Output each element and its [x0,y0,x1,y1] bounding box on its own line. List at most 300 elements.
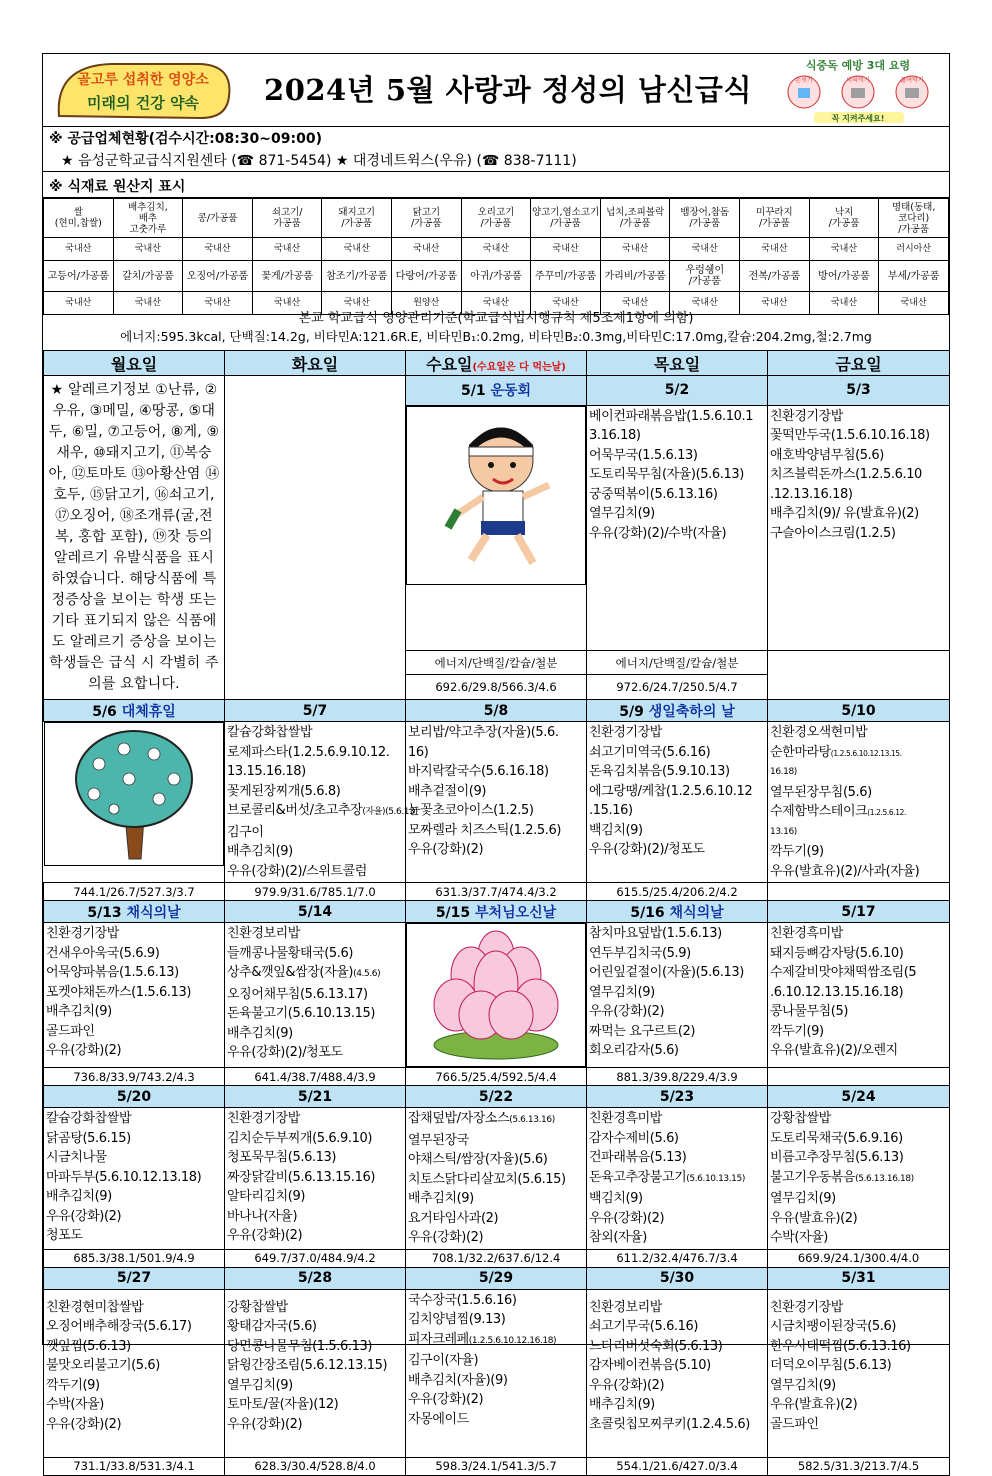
nutrient-values: 628.3/30.4/528.8/4.0 [225,1457,406,1475]
menu-item: 불맛오리불고기(5.6) [46,1358,160,1373]
allergen-suffix: (자율)(5.6.13) [362,807,418,817]
menu-item: 수박(자율) [770,1230,828,1245]
menu-item: 황태감자국(5.6) [227,1319,317,1334]
menu-item: 우유(발효유)(2) [770,1210,858,1226]
date-cell: 5/14 [225,901,406,923]
menu-item: 느타리버섯숙회(5.6.13) [589,1338,723,1354]
nutrient-values: 736.8/33.9/743.2/4.3 [44,1068,225,1086]
menu-item: 구슬아이스크림(1.2.5) [770,525,896,541]
menu-list [589,407,765,544]
menu-item: 16) [408,744,429,760]
origin-cell: 국내산 [670,292,740,315]
date-cell: 5/1 운동회 [406,376,587,406]
origin-cell: 국내산 [809,238,879,261]
origin-cell: 국내산 [183,238,253,261]
menu-item: 수박(자율) [46,1397,104,1412]
supplier-line: ★ 음성군학교급식지원센타 (☎ 871-5454) ★ 대경네트윅스(우유) (☎ 838-7111) [61,153,577,169]
origin-cell: 국내산 [461,292,531,315]
origin-cell: 국내산 [113,292,183,315]
menu-item: 시금치팽이된장국(5.6) [770,1319,897,1334]
menu-item: 짜먹는 요구르트(2) [589,1023,696,1039]
menu-item: 우유(강화)(2) [227,1416,303,1432]
menu-item: 우유(강화)(2)/청포도 [227,1045,343,1060]
origin-cell: 넙치,조피볼락 /가공품 [600,199,670,238]
menu-item: 우유(강화)(2) [589,1004,665,1019]
menu-list [46,1109,222,1246]
menu-item: 시금치나물 [46,1150,107,1165]
origin-cell: 꽃게/가공품 [252,261,322,292]
nutrition-line2: 에너지:595.3kcal, 단백질:14.2g, 비타민A:121.6R.E, 비타민B₁:0.2mg, 비타민B₂:0.3mg,비타민C:17.0mg,칼슘:204.2mg,철:2.7mg [120,329,872,344]
origin-cell: 돼지고기 /가공품 [322,199,392,238]
date-cell: 5/20 [44,1086,225,1108]
menu-item: 어린잎겉절이(자율)(5.6.13) [589,965,744,980]
menu-item: .12.13.16.18) [770,486,853,502]
menu-item: 국수장국(1.5.6.16) [408,1292,517,1308]
nutrient-values: 582.5/31.3/213.7/4.5 [768,1457,950,1475]
wed-note: (수요일은 다 먹는날) [472,361,566,373]
menu-item: 눈꽃초코아이스(1.2.5) [408,803,534,818]
menu-list [227,924,403,1063]
origin-cell: 국내산 [322,292,392,315]
menu-item: 김치양념찜(9.13) [408,1312,506,1327]
origin-cell: 국내산 [531,238,601,261]
origin-cell: 배추김치, 배추 고춧가루 [113,199,183,238]
menu-item: 깻잎찜(5.6.13) [46,1338,131,1354]
date-cell: 5/16 채식의날 [587,901,768,923]
menu-cell-5-14 [225,923,406,1068]
origin-cell: 다랑어/가공품 [392,261,462,292]
date-cell: 5/28 [225,1267,406,1289]
menu-item: 상추&깻잎&쌈장(자율)(4.5.6) [227,965,381,980]
nutrient-values: 554.1/21.6/427.0/3.4 [587,1457,768,1475]
menu-cell-5-20 [44,1108,225,1250]
origin-cell: 국내산 [600,292,670,315]
allergen-suffix: (4.5.6) [353,969,381,979]
menu-list [408,723,584,860]
menu-item: 궁중떡볶이(5.6.13.16) [589,486,718,502]
menu-cell-5-16 [587,923,768,1068]
menu-item: 3.16.18) [589,428,641,444]
week4-nutrients [44,1249,950,1267]
nutrient-values: 692.6/29.8/566.3/4.6 [406,675,587,700]
menu-item: 김구이(자율) [408,1353,479,1368]
origin-cell: 우렁쉥이 /가공품 [670,261,740,292]
menu-item: 배추김치(9) [46,1004,112,1019]
date-cell: 5/9 생일축하의 날 [587,700,768,722]
menu-item: 닭윙간장조림(5.6.12.13.15) [227,1358,388,1373]
holiday-illustration [44,722,225,866]
menu-item: 우유(강화)(2) [227,1228,303,1243]
menu-item: 연두부김치국(5.9) [589,945,691,961]
menu-item: 우유(강화)(2) [408,1392,484,1407]
menu-item: 쇠고기미역국(5.6.16) [589,744,711,760]
origin-cell: 국내산 [392,238,462,261]
origin-cell: 원양산 [392,292,462,315]
menu-sheet [42,53,950,1473]
menu-item: 친환경기장밥 [589,725,662,740]
menu-cell-5-7 [225,722,418,883]
menu-item: 모짜렐라 치즈스틱(1.2.5.6) [408,822,562,838]
origin-cell: 국내산 [113,238,183,261]
nutrient-values: 731.1/33.8/531.3/4.1 [44,1457,225,1475]
menu-item: 친환경오색현미밥 [770,725,868,740]
nutrient-label: 에너지/단백질/칼슘/철분 [406,650,587,675]
menu-item: 보리밥/약고추장(자율)(5.6. [408,725,559,740]
menu-item: 바지락칼국수(5.6.16.18) [408,764,549,779]
week3-dates [44,901,950,923]
origin-cell: 주꾸미/가공품 [531,261,601,292]
origin-cell: 미꾸라지 /가공품 [740,199,810,238]
origin-cell: 가리비/가공품 [600,261,670,292]
menu-list [770,407,947,544]
origin-cell: 방어/가공품 [809,261,879,292]
menu-cell-5-27 [44,1289,225,1457]
date-cell: 5/10 [768,700,950,722]
menu-item: 꽃게된장찌개(5.6.8) [227,783,341,799]
day-mon: 월요일 [44,351,225,376]
menu-item: 우유(강화)(2) [589,1377,665,1393]
menu-list [408,1109,584,1248]
menu-list [770,723,947,881]
menu-item: 우유(강화)(2) [408,1230,484,1245]
menu-item: 친환경현미찹쌀밥 [46,1299,144,1315]
menu-item: 친환경흑미밥 [770,926,843,941]
date-cell: 5/27 [44,1267,225,1289]
menu-item: 배추김치(9) [227,1025,293,1041]
date-cell: 5/6 대체휴일 [44,700,225,722]
day-fri: 금요일 [768,351,950,376]
allergy-notice: ★ 알레르기정보 ①난류, ②우유, ③메밀, ④땅콩, ⑤대두, ⑥밀, ⑦고등어, ⑧게, ⑨새우, ⑩돼지고기, ⑪복숭아, ⑫토마토 ⑬아황산염 ⑭호두, ⑮닭고기, ⑯쇠고기, ⑰오징어, ⑱조개류(굴,전복, 홍합 포함), ⑲잣 등의 알레르기 유발식품을 표시하였습니다. 해당식품에 특정증상을 보이는 학생 또는 기타 표기되지 않은 식품에도 알레르기 증상을 보이는 학생들은 급식 시 각별히 주의를 요합니다. [44,376,225,700]
menu-list [589,1298,765,1435]
menu-item: 포켓야채돈까스(1.5.6.13) [46,984,192,1000]
menu-item: 비름고추장무침(5.6.13) [770,1150,904,1165]
origin-row-origins-1 [44,238,949,261]
origin-cell: 쇠고기/ 가공품 [252,199,322,238]
allergen-suffix: (1.2.5.6.12. [867,808,906,817]
nutrient-values: 972.6/24.7/250.5/4.7 [587,675,768,700]
week2-nutrients [44,883,950,901]
menu-list [770,1109,947,1248]
menu-item: 우유(발효유)(2) [770,1397,858,1412]
menu-list [589,924,765,1061]
menu-item: 배추김치(9) [408,1191,474,1206]
origin-cell: 쌀 (현미,찹쌀) [44,199,114,238]
origin-cell: 뱀장어,참돔 /가공품 [670,199,740,238]
menu-item: 쇠고기무국(5.6.16) [589,1319,699,1334]
menu-item: 열무된장국 [408,1132,469,1148]
supplier-section [43,126,949,172]
menu-item: 닭곰탕(5.6.15) [46,1130,131,1146]
menu-cell-5-24 [768,1108,950,1250]
menu-item: 김치순두부찌개(5.6.9.10) [227,1130,373,1146]
menu-item: 건새우아욱국(5.6.9) [46,945,160,961]
allergen-suffix: (5.6.10.13.15) [686,1173,745,1184]
menu-item: 건파래볶음(5.13) [589,1150,687,1165]
origin-cell: 아귀/가공품 [461,261,531,292]
week1-dates [44,376,950,406]
header [43,54,949,127]
menu-calendar [43,350,950,1476]
food-safety-badge [776,56,941,124]
nutrient-values: 615.5/25.4/206.2/4.2 [587,883,768,901]
menu-item: 16.18) [770,767,797,777]
menu-item: 우유(강화)(2)/청포도 [589,842,705,857]
svg-text:꼭 지켜주세요!: 꼭 지켜주세요! [831,114,885,123]
week5-menus [44,1289,950,1457]
menu-item: 열무김치(9) [589,984,655,1000]
menu-list [589,1109,765,1248]
menu-cell-5-3 [768,405,950,650]
menu-list [227,723,418,881]
menu-item: 도토리묵채국(5.6.9.16) [770,1130,903,1146]
date-cell: 5/17 [768,901,950,923]
menu-item: 초콜릿칩모찌쿠키(1.2.4.5.6) [589,1416,750,1432]
menu-item: 백김치(9) [589,1191,643,1206]
week1-tue-empty [225,376,406,700]
origin-cell: 국내산 [740,292,810,315]
origin-cell: 국내산 [600,238,670,261]
menu-list [408,1291,584,1430]
menu-item: 우유(강화)(2) [46,1208,122,1224]
menu-item: 감자수제비(5.6) [589,1130,679,1146]
day-thu: 목요일 [587,351,768,376]
menu-item: 칼슘강화찹쌀밥 [227,725,313,740]
menu-item: 열무김치(9) [770,1377,836,1393]
date-cell: 5/13 채식의날 [44,901,225,923]
origin-cell: 국내산 [740,238,810,261]
date-cell: 5/7 [225,700,406,722]
menu-item: 배추김치(9) [227,844,293,859]
menu-item: 어묵양파볶음(1.5.6.13) [46,965,179,980]
menu-cell-5-17 [768,923,950,1068]
date-cell: 5/29 [406,1267,587,1289]
nutrition-line1: 본교 학교급식 영양관리기준(학교급식법시행규칙 제5조제1항에 의함) [298,311,694,326]
menu-item: 배추김치(자율)(9) [408,1372,508,1388]
week3-nutrients [44,1068,950,1086]
menu-item: 친환경기장밥 [227,1111,300,1126]
date-cell: 5/31 [768,1267,950,1289]
week3-menus [44,923,950,1068]
menu-item: 열무김치(9) [227,1377,293,1393]
date-cell: 5/15 부처님오신날 [406,901,587,923]
allergen-suffix: (5.6.13.16) [509,1115,555,1125]
menu-item: 마파두부(5.6.10.12.13.18) [46,1169,202,1185]
buddha-birthday-illustration [406,923,586,1067]
menu-item: .6.10.12.13.15.16.18) [770,984,904,1000]
origin-cell: 참조기/가공품 [322,261,392,292]
menu-list [46,1298,222,1435]
lotus-icon [421,925,571,1065]
menu-item: 피자크레페(1.2.5.6.10.12.16.18) [408,1331,557,1347]
menu-item: 청포묵무침(5.6.13) [227,1150,337,1165]
menu-item: 배추겉절이(9) [408,783,487,799]
date-cell: 5/8 [406,700,587,722]
allergen-suffix: (5.6.13.16.18) [855,1173,914,1184]
week4-dates [44,1086,950,1108]
menu-item: 잡채덮밥/자장소스(5.6.13.16) [408,1111,555,1126]
date-cell: 5/24 [768,1086,950,1108]
menu-item: 깍두기(9) [770,844,824,859]
origin-cell: 국내산 [670,238,740,261]
week2-dates [44,700,950,722]
menu-cell-5-22 [406,1108,587,1250]
menu-cell-5-13 [44,923,225,1068]
menu-item: 회오리감자(5.6) [589,1043,679,1058]
origin-cell: 국내산 [322,238,392,261]
menu-item: 13.15.16.18) [227,764,306,779]
origin-cell: 국내산 [44,292,114,315]
nutrient-values: 611.2/32.4/476.7/3.4 [587,1249,768,1267]
menu-item: 에그랑땡/케찹(1.2.5.6.10.12 [589,783,753,799]
menu-item: 요거타임사과(2) [408,1210,499,1226]
date-cell: 5/22 [406,1086,587,1108]
menu-cell-5-31 [768,1289,950,1457]
nutrient-values: 598.3/24.1/541.3/5.7 [406,1457,587,1475]
origin-cell: 닭고기 /가공품 [392,199,462,238]
nutrient-values: 685.3/38.1/501.9/4.9 [44,1249,225,1267]
menu-item: 우유(강화)(2)/스위트콜럼 [227,863,367,879]
menu-item: 청포도 [46,1228,83,1243]
menu-item: 감자베이컨볶음(5.10) [589,1358,711,1373]
menu-cell-5-29 [406,1289,587,1457]
menu-cell-5-30 [587,1289,768,1457]
menu-item: 친환경기장밥 [770,408,843,424]
menu-item: 바나나(자율) [227,1208,298,1224]
menu-item: 한우사태떡찜(5.6.13.16) [770,1338,911,1354]
allergen-suffix: (1.2.5.6.10.12.16.18) [468,1335,557,1346]
menu-cell-5-10 [768,722,950,883]
origin-cell: 낙지 /가공품 [809,199,879,238]
origin-cell: 국내산 [44,238,114,261]
date-cell: 5/30 [587,1267,768,1289]
origin-cell: 전복/가공품 [740,261,810,292]
menu-cell-5-21 [225,1108,406,1250]
origin-heading: ※ 식재료 원산지 표시 [49,179,186,195]
menu-item: 베이컨파래볶음밥(1.5.6.10.1 [589,408,754,424]
menu-list [589,723,765,860]
page-title: 2024년 5월 사랑과 정성의 남신급식 [264,73,752,107]
menu-item: 오징어배추해장국(5.6.17) [46,1319,192,1334]
menu-item: 열무김치(9) [589,506,655,522]
menu-cell-5-28 [225,1289,406,1457]
menu-item: 브로콜리&버섯/초고추장(자율)(5.6.13) [227,803,418,818]
origin-cell: 국내산 [879,292,949,315]
menu-item: 우유(강화)(2) [589,1210,665,1226]
day-wed: 수요일(수요일은 다 먹는날) [406,351,587,376]
menu-item: 우유(강화)(2)/수박(자율) [589,525,727,541]
svg-text:식중독 예방 3대 요령: 식중독 예방 3대 요령 [805,59,911,72]
logo-left [51,56,236,122]
origin-cell: 갈치/가공품 [113,261,183,292]
origin-cell: 국내산 [461,238,531,261]
menu-item: 골드파인 [46,1023,95,1039]
nutrient-values: 708.1/32.2/637.6/12.4 [406,1249,587,1267]
menu-item: 돈육김치볶음(5.9.10.13) [589,764,730,779]
menu-item: 로제파스타(1.2.5.6.9.10.12. [227,744,390,760]
origin-cell: 국내산 [252,292,322,315]
origin-cell: 오리고기 /가공품 [461,199,531,238]
menu-item: 깍두기(9) [46,1377,100,1393]
menu-item: 친환경흑미밥 [589,1111,662,1126]
menu-list [227,1298,403,1435]
menu-item: 도토리묵무침(자율)(5.6.13) [589,467,744,483]
date-cell: 5/21 [225,1086,406,1108]
day-tue: 화요일 [225,351,406,376]
menu-item: 어묵무국(1.5.6.13) [589,447,698,463]
menu-item: 야채스틱/쌈장(자율)(5.6) [408,1152,548,1167]
nutrient-values: 744.1/26.7/527.3/3.7 [44,883,225,901]
menu-item: 친환경기장밥 [770,1299,843,1315]
menu-cell-5-23 [587,1108,768,1250]
origin-cell: 국내산 [252,238,322,261]
nutrient-values: 669.9/24.1/300.4/4.0 [768,1249,950,1267]
nutrient-values: 641.4/38.7/488.4/3.9 [225,1068,406,1086]
menu-item: 골드파인 [770,1416,819,1432]
menu-item: 애호박양념무침(5.6) [770,447,884,463]
menu-item: 배추김치(9) [46,1189,112,1204]
menu-item: 불고기우동볶음(5.6.13.16.18) [770,1169,914,1185]
menu-item: 열무된장무침(5.6) [770,784,872,800]
menu-item: 수제갈비맛야채떡쌈조림(5 [770,965,917,980]
menu-item: 김구이 [227,824,264,840]
menu-item: 깍두기(9) [770,1023,824,1039]
menu-item: 참치마요덮밥(1.5.6.13) [589,926,722,941]
menu-item: 배추김치(9) [589,1397,655,1412]
menu-item: 우유(강화)(2) [46,1416,122,1432]
nutrient-values: 979.9/31.6/785.1/7.0 [225,883,406,901]
menu-item: 강황찹쌀밥 [227,1299,288,1315]
origin-table [43,198,949,315]
nutrition-standard [43,310,949,351]
menu-cell-5-8 [406,722,587,883]
date-cell: 5/3 [768,376,950,406]
week5-dates [44,1267,950,1289]
menu-item: 백김치(9) [589,822,643,838]
menu-item: 자몽에이드 [408,1411,469,1427]
menu-item: 알타리김치(9) [227,1189,306,1204]
origin-row-items-1 [44,199,949,238]
weekday-header [44,351,950,376]
allergen-suffix: (1.2.5.6.10.12.13.15. [830,748,902,758]
week5-nutrients [44,1457,950,1475]
date-cell: 5/2 [587,376,768,406]
menu-item: 친환경보리밥 [589,1299,662,1315]
origin-cell: 고등어/가공품 [44,261,114,292]
tree-icon [69,724,199,864]
menu-item: 참외(자율) [589,1230,647,1245]
origin-cell: 국내산 [531,292,601,315]
menu-item: 당면콩나물무침(1.5.6.13) [227,1338,373,1354]
svg-text:골고루 섭취한 영양소: 골고루 섭취한 영양소 [77,72,209,88]
menu-item: 돈육고추장불고기(5.6.10.13.15) [589,1169,745,1185]
menu-item: 토마토/꿀(자율)(12) [227,1397,339,1412]
menu-item: 더덕오이무침(5.6.13) [770,1358,892,1373]
svg-text:익혀먹기: 익혀먹기 [846,77,870,84]
menu-item: 칼슘강화찹쌀밥 [46,1111,132,1126]
menu-item: 치즈블럭돈까스(1.2.5.6.10 [770,467,922,483]
menu-item: 친환경기장밥 [46,926,119,941]
menu-item: 치토스닭다리살꼬치(5.6.15) [408,1171,566,1187]
date-cell: 5/23 [587,1086,768,1108]
menu-item: 순한마라탕(1.2.5.6.10.12.13.15. [770,744,902,760]
menu-list [770,924,947,1061]
menu-item: 열무김치(9) [770,1191,836,1206]
week2-menus [44,722,950,883]
sports-day-illustration [406,406,586,585]
origin-cell: 명태(동태, 코다리) /가공품 [879,199,949,238]
menu-cell-5-2 [587,405,768,650]
nutrient-values: 649.7/37.0/484.9/4.2 [225,1249,406,1267]
